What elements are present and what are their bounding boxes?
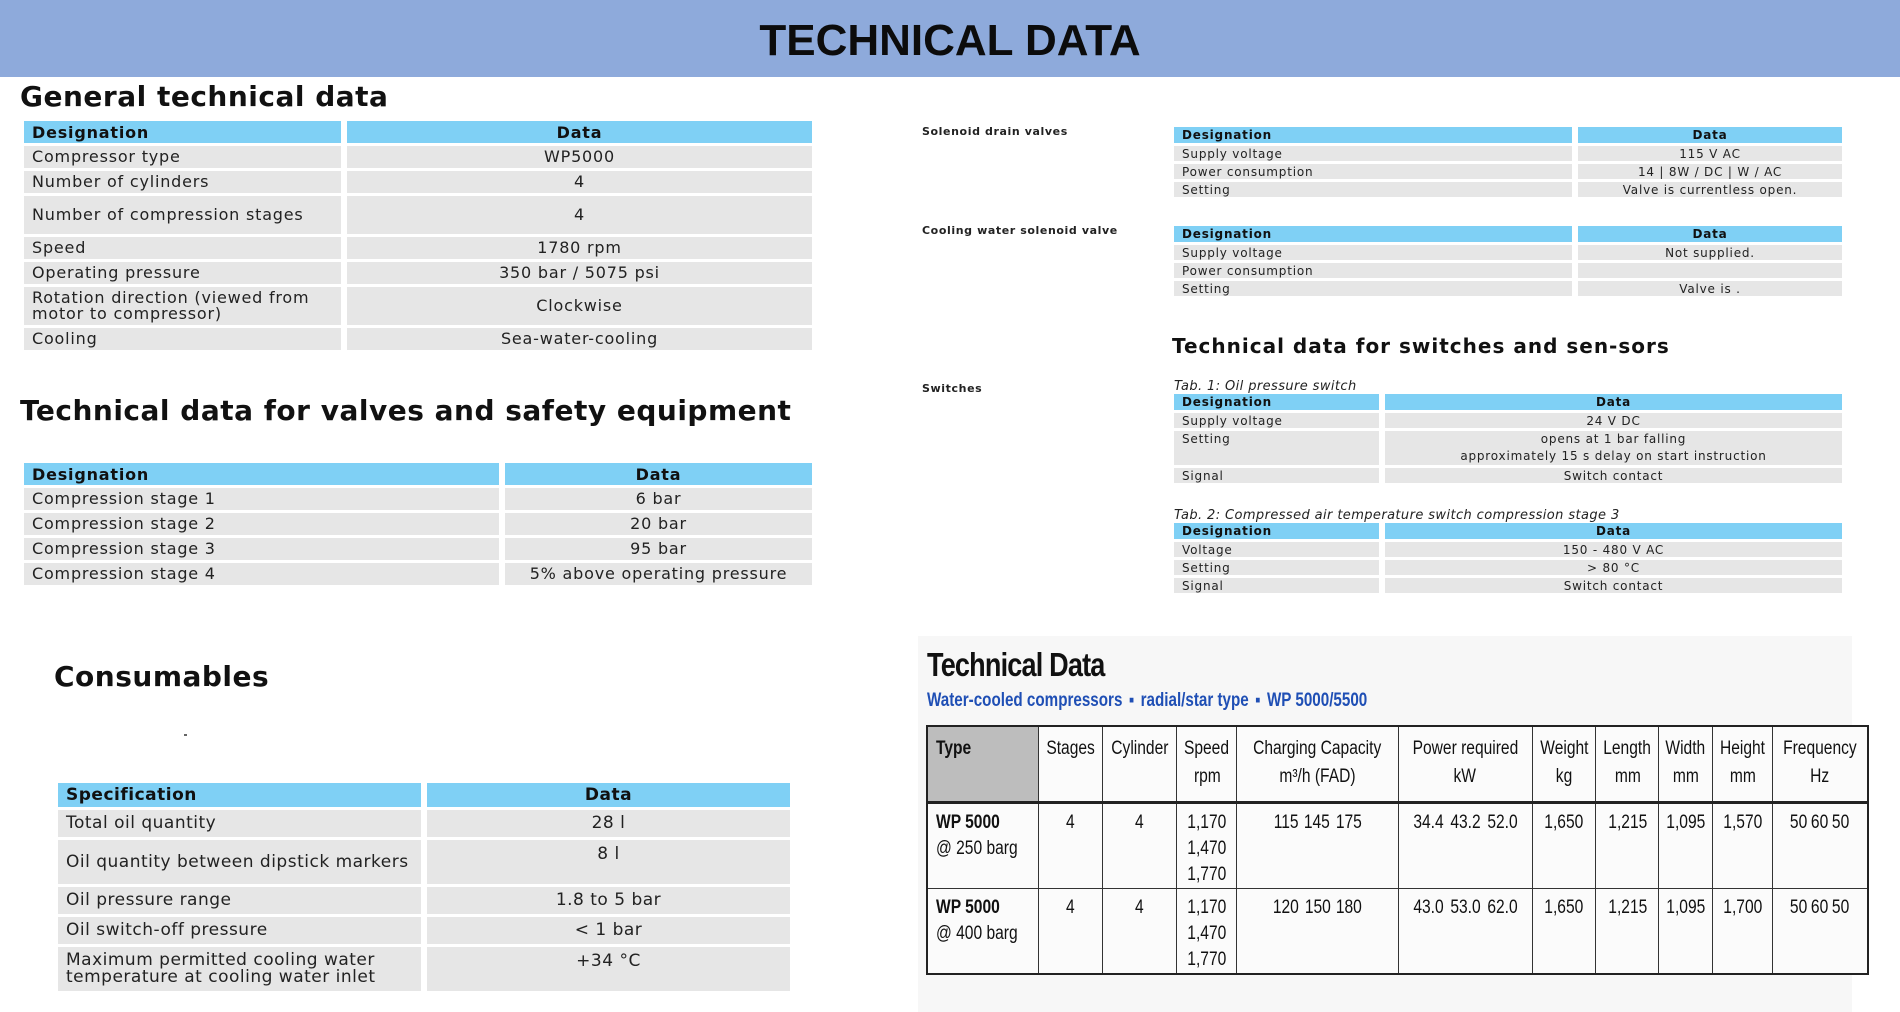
frequency-cell: 50 60 50 bbox=[1772, 888, 1867, 974]
column-header: Designation bbox=[1174, 127, 1572, 143]
table-row bbox=[1174, 542, 1842, 557]
setting-line-2: approximately 15 s delay on start instruction bbox=[1460, 449, 1767, 463]
table-cell: 20 bar bbox=[505, 513, 812, 535]
table-cell: 150 - 480 V AC bbox=[1385, 542, 1842, 557]
table-row bbox=[24, 563, 812, 585]
table-header-row bbox=[1174, 226, 1842, 242]
type-cell: WP 5000 @ 400 barg bbox=[936, 896, 1018, 944]
speed-cell: 1,1701,4701,770 bbox=[1177, 802, 1237, 888]
cylinder-cell: 4 bbox=[1102, 888, 1177, 974]
valves-data-table bbox=[18, 460, 818, 588]
capacity-cell: 120 150 180 bbox=[1237, 888, 1398, 974]
stray-dot bbox=[184, 734, 187, 736]
table-row bbox=[24, 146, 812, 168]
column-header: Designation bbox=[1174, 394, 1379, 410]
column-header: Specification bbox=[58, 783, 421, 807]
stages-cell: 4 bbox=[1038, 888, 1102, 974]
table-row bbox=[1174, 468, 1842, 483]
table-cell: Compression stage 1 bbox=[24, 488, 499, 510]
table-cell: Setting bbox=[1174, 182, 1572, 197]
subtitle-part: radial/star type bbox=[1140, 690, 1249, 711]
cooling-valve-side-label: Cooling water solenoid valve bbox=[922, 224, 1118, 237]
table-row bbox=[24, 171, 812, 193]
table-row bbox=[1174, 578, 1842, 593]
speed-cell: 1,1701,4701,770 bbox=[1177, 888, 1237, 974]
subtitle-separator: ▪ bbox=[1128, 690, 1135, 711]
wp-spec-table bbox=[926, 725, 1869, 975]
table-cell: Compressor type bbox=[24, 146, 341, 168]
table-row bbox=[24, 237, 812, 259]
table-cell: 14 | 8W / DC | W / AC bbox=[1578, 164, 1842, 179]
table-cell: 115 V AC bbox=[1578, 146, 1842, 161]
table-cell: Power consumption bbox=[1174, 164, 1572, 179]
length-cell: 1,215 bbox=[1596, 888, 1659, 974]
column-header-cylinder: Cylinder bbox=[1102, 726, 1177, 802]
table-row bbox=[1174, 413, 1842, 428]
solenoid-side-label: Solenoid drain valves bbox=[922, 125, 1068, 138]
table-row bbox=[1174, 263, 1842, 278]
table-header-row bbox=[1174, 394, 1842, 410]
table-cell: 4 bbox=[347, 196, 812, 234]
table-row bbox=[58, 840, 790, 884]
subtitle-separator: ▪ bbox=[1255, 690, 1261, 711]
capacity-cell: 115 145 175 bbox=[1237, 802, 1398, 888]
switches-side-label: Switches bbox=[922, 382, 983, 395]
table-row bbox=[1174, 146, 1842, 161]
table-cell: WP5000 bbox=[347, 146, 812, 168]
column-header: Data bbox=[347, 121, 812, 143]
column-header-height: Heightmm bbox=[1713, 726, 1773, 802]
table-cell: Operating pressure bbox=[24, 262, 341, 284]
table-cell: Oil pressure range bbox=[58, 887, 421, 914]
table-cell: Rotation direction (viewed from motor to compressor) bbox=[24, 287, 341, 325]
column-header: Data bbox=[1385, 394, 1842, 410]
table-cell: 8 l bbox=[427, 840, 790, 884]
column-header: Designation bbox=[24, 121, 341, 143]
weight-cell: 1,650 bbox=[1532, 802, 1596, 888]
table-row bbox=[24, 287, 812, 325]
table-cell: Setting bbox=[1174, 431, 1379, 465]
page-title: TECHNICAL DATA bbox=[759, 16, 1141, 65]
column-header-weight: Weightkg bbox=[1532, 726, 1596, 802]
table-row bbox=[24, 328, 812, 350]
width-cell: 1,095 bbox=[1659, 888, 1713, 974]
column-header-width: Widthmm bbox=[1659, 726, 1713, 802]
table-cell: Compression stage 3 bbox=[24, 538, 499, 560]
oil-pressure-switch-table bbox=[1168, 391, 1848, 486]
table-row bbox=[24, 513, 812, 535]
weight-cell: 1,650 bbox=[1532, 888, 1596, 974]
table-row bbox=[24, 262, 812, 284]
table-cell: Signal bbox=[1174, 578, 1379, 593]
column-header: Designation bbox=[24, 463, 499, 485]
column-header: Data bbox=[427, 783, 790, 807]
table-row bbox=[1174, 245, 1842, 260]
height-cell: 1,570 bbox=[1713, 802, 1773, 888]
table-cell: 28 l bbox=[427, 810, 790, 837]
table-cell: Number of cylinders bbox=[24, 171, 341, 193]
table-cell: Oil switch-off pressure bbox=[58, 917, 421, 944]
table-cell: 1.8 to 5 bar bbox=[427, 887, 790, 914]
table-cell: 1780 rpm bbox=[347, 237, 812, 259]
power-cell: 34.4 43.2 52.0 bbox=[1398, 802, 1532, 888]
column-header: Data bbox=[1578, 226, 1842, 242]
table-cell: Valve is currentless open. bbox=[1578, 182, 1842, 197]
temperature-switch-table bbox=[1168, 520, 1848, 596]
column-header-type: Type bbox=[927, 726, 1038, 802]
switches-section-title: Technical data for switches and sen-sors bbox=[1172, 334, 1670, 358]
column-header-power: Power requiredkW bbox=[1398, 726, 1532, 802]
table-cell bbox=[1578, 263, 1842, 278]
column-header: Data bbox=[1578, 127, 1842, 143]
table-cell: Switch contact bbox=[1385, 468, 1842, 483]
stages-cell: 4 bbox=[1038, 802, 1102, 888]
column-header: Data bbox=[1385, 523, 1842, 539]
table-cell: Sea-water-cooling bbox=[347, 328, 812, 350]
table-cell: Not supplied. bbox=[1578, 245, 1842, 260]
table-cell: Setting bbox=[1174, 560, 1379, 575]
column-header: Data bbox=[505, 463, 812, 485]
table-cell: Voltage bbox=[1174, 542, 1379, 557]
width-cell: 1,095 bbox=[1659, 802, 1713, 888]
table-row bbox=[1174, 281, 1842, 296]
column-header: Designation bbox=[1174, 523, 1379, 539]
table-cell: 6 bar bbox=[505, 488, 812, 510]
table-cell: Valve is . bbox=[1578, 281, 1842, 296]
table-cell: 4 bbox=[347, 171, 812, 193]
table-cell: < 1 bar bbox=[427, 917, 790, 944]
table-cell: Compression stage 2 bbox=[24, 513, 499, 535]
column-header: Designation bbox=[1174, 226, 1572, 242]
general-section-title: General technical data bbox=[20, 80, 389, 113]
tab2-caption: Tab. 2: Compressed air temperature switch compression stage 3 bbox=[1174, 508, 1620, 523]
table-cell: Setting bbox=[1174, 281, 1572, 296]
table-header-row bbox=[58, 783, 790, 807]
wp-table-title: Technical Data bbox=[927, 646, 1105, 683]
cylinder-cell: 4 bbox=[1102, 802, 1177, 888]
table-row bbox=[1174, 182, 1842, 197]
table-row bbox=[58, 810, 790, 837]
table-cell: Total oil quantity bbox=[58, 810, 421, 837]
wp-table-subtitle bbox=[927, 690, 1367, 712]
length-cell: 1,215 bbox=[1596, 802, 1659, 888]
table-cell: 350 bar / 5075 psi bbox=[347, 262, 812, 284]
table-row bbox=[24, 538, 812, 560]
table-row bbox=[24, 488, 812, 510]
column-header-capacity: Charging Capacitym³/h (FAD) bbox=[1237, 726, 1398, 802]
table-header-row bbox=[1174, 127, 1842, 143]
table-header-row bbox=[24, 463, 812, 485]
subtitle-part: Water-cooled compressors bbox=[927, 690, 1123, 711]
table-cell: Supply voltage bbox=[1174, 245, 1572, 260]
table-cell bbox=[1385, 431, 1842, 465]
table-row bbox=[58, 947, 790, 991]
table-row bbox=[927, 802, 1868, 888]
power-cell: 43.0 53.0 62.0 bbox=[1398, 888, 1532, 974]
table-cell: Compression stage 4 bbox=[24, 563, 499, 585]
table-cell: Supply voltage bbox=[1174, 146, 1572, 161]
column-header-stages: Stages bbox=[1038, 726, 1102, 802]
table-row bbox=[24, 196, 812, 234]
tab1-caption: Tab. 1: Oil pressure switch bbox=[1174, 379, 1357, 394]
table-row bbox=[1174, 560, 1842, 575]
table-cell: 5% above operating pressure bbox=[505, 563, 812, 585]
table-header-row bbox=[1174, 523, 1842, 539]
table-row bbox=[927, 888, 1868, 974]
table-row bbox=[58, 917, 790, 944]
setting-line-1: opens at 1 bar falling bbox=[1540, 432, 1687, 446]
table-cell: 24 V DC bbox=[1385, 413, 1842, 428]
solenoid-data-table bbox=[1168, 124, 1848, 200]
general-data-table bbox=[18, 118, 818, 353]
table-cell: +34 °C bbox=[427, 947, 790, 991]
table-cell: Switch contact bbox=[1385, 578, 1842, 593]
column-header-frequency: FrequencyHz bbox=[1772, 726, 1867, 802]
table-cell: Supply voltage bbox=[1174, 413, 1379, 428]
subtitle-part: WP 5000/5500 bbox=[1266, 690, 1368, 711]
table-row bbox=[58, 887, 790, 914]
table-cell: Power consumption bbox=[1174, 263, 1572, 278]
table-cell: Number of compression stages bbox=[24, 196, 341, 234]
table-cell: Cooling bbox=[24, 328, 341, 350]
column-header-length: Lengthmm bbox=[1596, 726, 1659, 802]
table-cell: Speed bbox=[24, 237, 341, 259]
table-cell: Signal bbox=[1174, 468, 1379, 483]
table-cell: > 80 °C bbox=[1385, 560, 1842, 575]
table-cell: 95 bar bbox=[505, 538, 812, 560]
table-row bbox=[1174, 164, 1842, 179]
wp-header-row bbox=[927, 726, 1868, 802]
height-cell: 1,700 bbox=[1713, 888, 1773, 974]
cooling-valve-data-table bbox=[1168, 223, 1848, 299]
table-cell: Oil quantity between dipstick markers bbox=[58, 840, 421, 884]
consumables-data-table bbox=[52, 780, 796, 994]
type-cell: WP 5000 @ 250 barg bbox=[927, 802, 1038, 888]
consumables-section-title: Consumables bbox=[54, 660, 270, 693]
table-cell: Maximum permitted cooling water temperature at cooling water inlet bbox=[58, 947, 421, 991]
column-header-speed: Speedrpm bbox=[1177, 726, 1237, 802]
frequency-cell: 50 60 50 bbox=[1772, 802, 1867, 888]
table-cell: Clockwise bbox=[347, 287, 812, 325]
table-row bbox=[1174, 431, 1842, 465]
table-header-row bbox=[24, 121, 812, 143]
valves-section-title: Technical data for valves and safety equipment bbox=[20, 394, 792, 427]
